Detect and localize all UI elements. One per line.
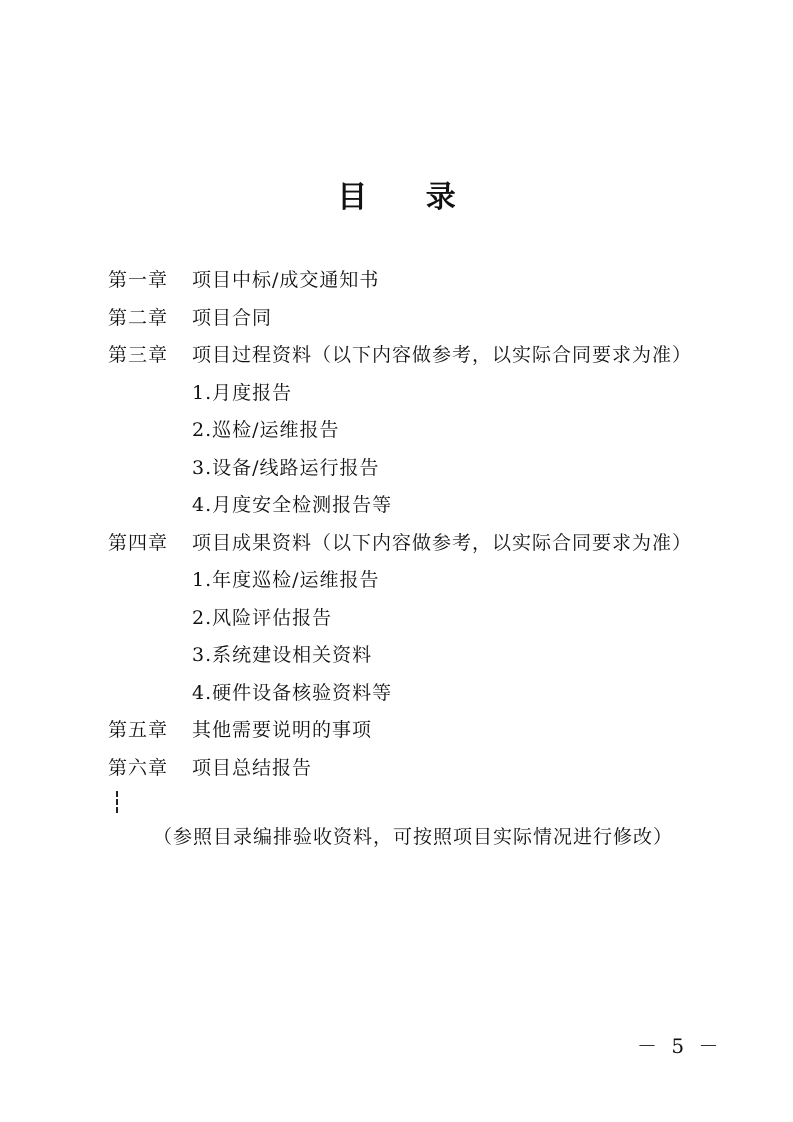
- toc-chapter-1: [108, 262, 728, 300]
- toc-chapter-3: [108, 337, 728, 375]
- toc-subitem: 2.风险评估报告: [192, 606, 333, 629]
- toc-chapter-2: [108, 300, 728, 338]
- chapter-label: 第四章: [108, 531, 169, 554]
- toc-chapter-5: [108, 712, 728, 750]
- text-cursor-icon: [116, 791, 121, 813]
- chapter-label: 第三章: [108, 344, 169, 366]
- chapter-label: 第五章: [108, 719, 169, 741]
- toc-chapter-6: [108, 750, 728, 788]
- toc-subitem: 2.巡检/运维报告: [192, 419, 340, 441]
- chapter-label: 第一章: [108, 269, 169, 291]
- chapter-title: 项目合同: [192, 306, 273, 329]
- chapter-title: 项目总结报告: [192, 756, 313, 779]
- toc-subitem: 4.硬件设备核验资料等: [192, 681, 393, 704]
- page-number: － 5 －: [637, 1034, 723, 1058]
- toc-subitem: 3.系统建设相关资料: [192, 644, 373, 666]
- toc-subitem: 1.月度报告: [192, 381, 293, 404]
- chapter-title: 项目中标/成交通知书: [192, 269, 380, 291]
- page-title: 目 录: [337, 180, 480, 215]
- chapter-title: 其他需要说明的事项: [192, 719, 373, 741]
- table-of-contents: [108, 262, 728, 787]
- instruction-note: （参照目录编排验收资料，可按照项目实际情况进行修改）: [153, 826, 674, 848]
- chapter-title: 项目过程资料（以下内容做参考，以实际合同要求为准）: [192, 344, 693, 366]
- toc-chapter-4: [108, 525, 728, 563]
- toc-subitem: 1.年度巡检/运维报告: [192, 569, 380, 591]
- chapter-label: 第六章: [108, 756, 169, 779]
- chapter-title: 项目成果资料（以下内容做参考，以实际合同要求为准）: [192, 531, 693, 554]
- toc-subitem: 3.设备/线路运行报告: [192, 456, 380, 479]
- chapter-label: 第二章: [108, 306, 169, 329]
- toc-subitem: 4.月度安全检测报告等: [192, 494, 393, 516]
